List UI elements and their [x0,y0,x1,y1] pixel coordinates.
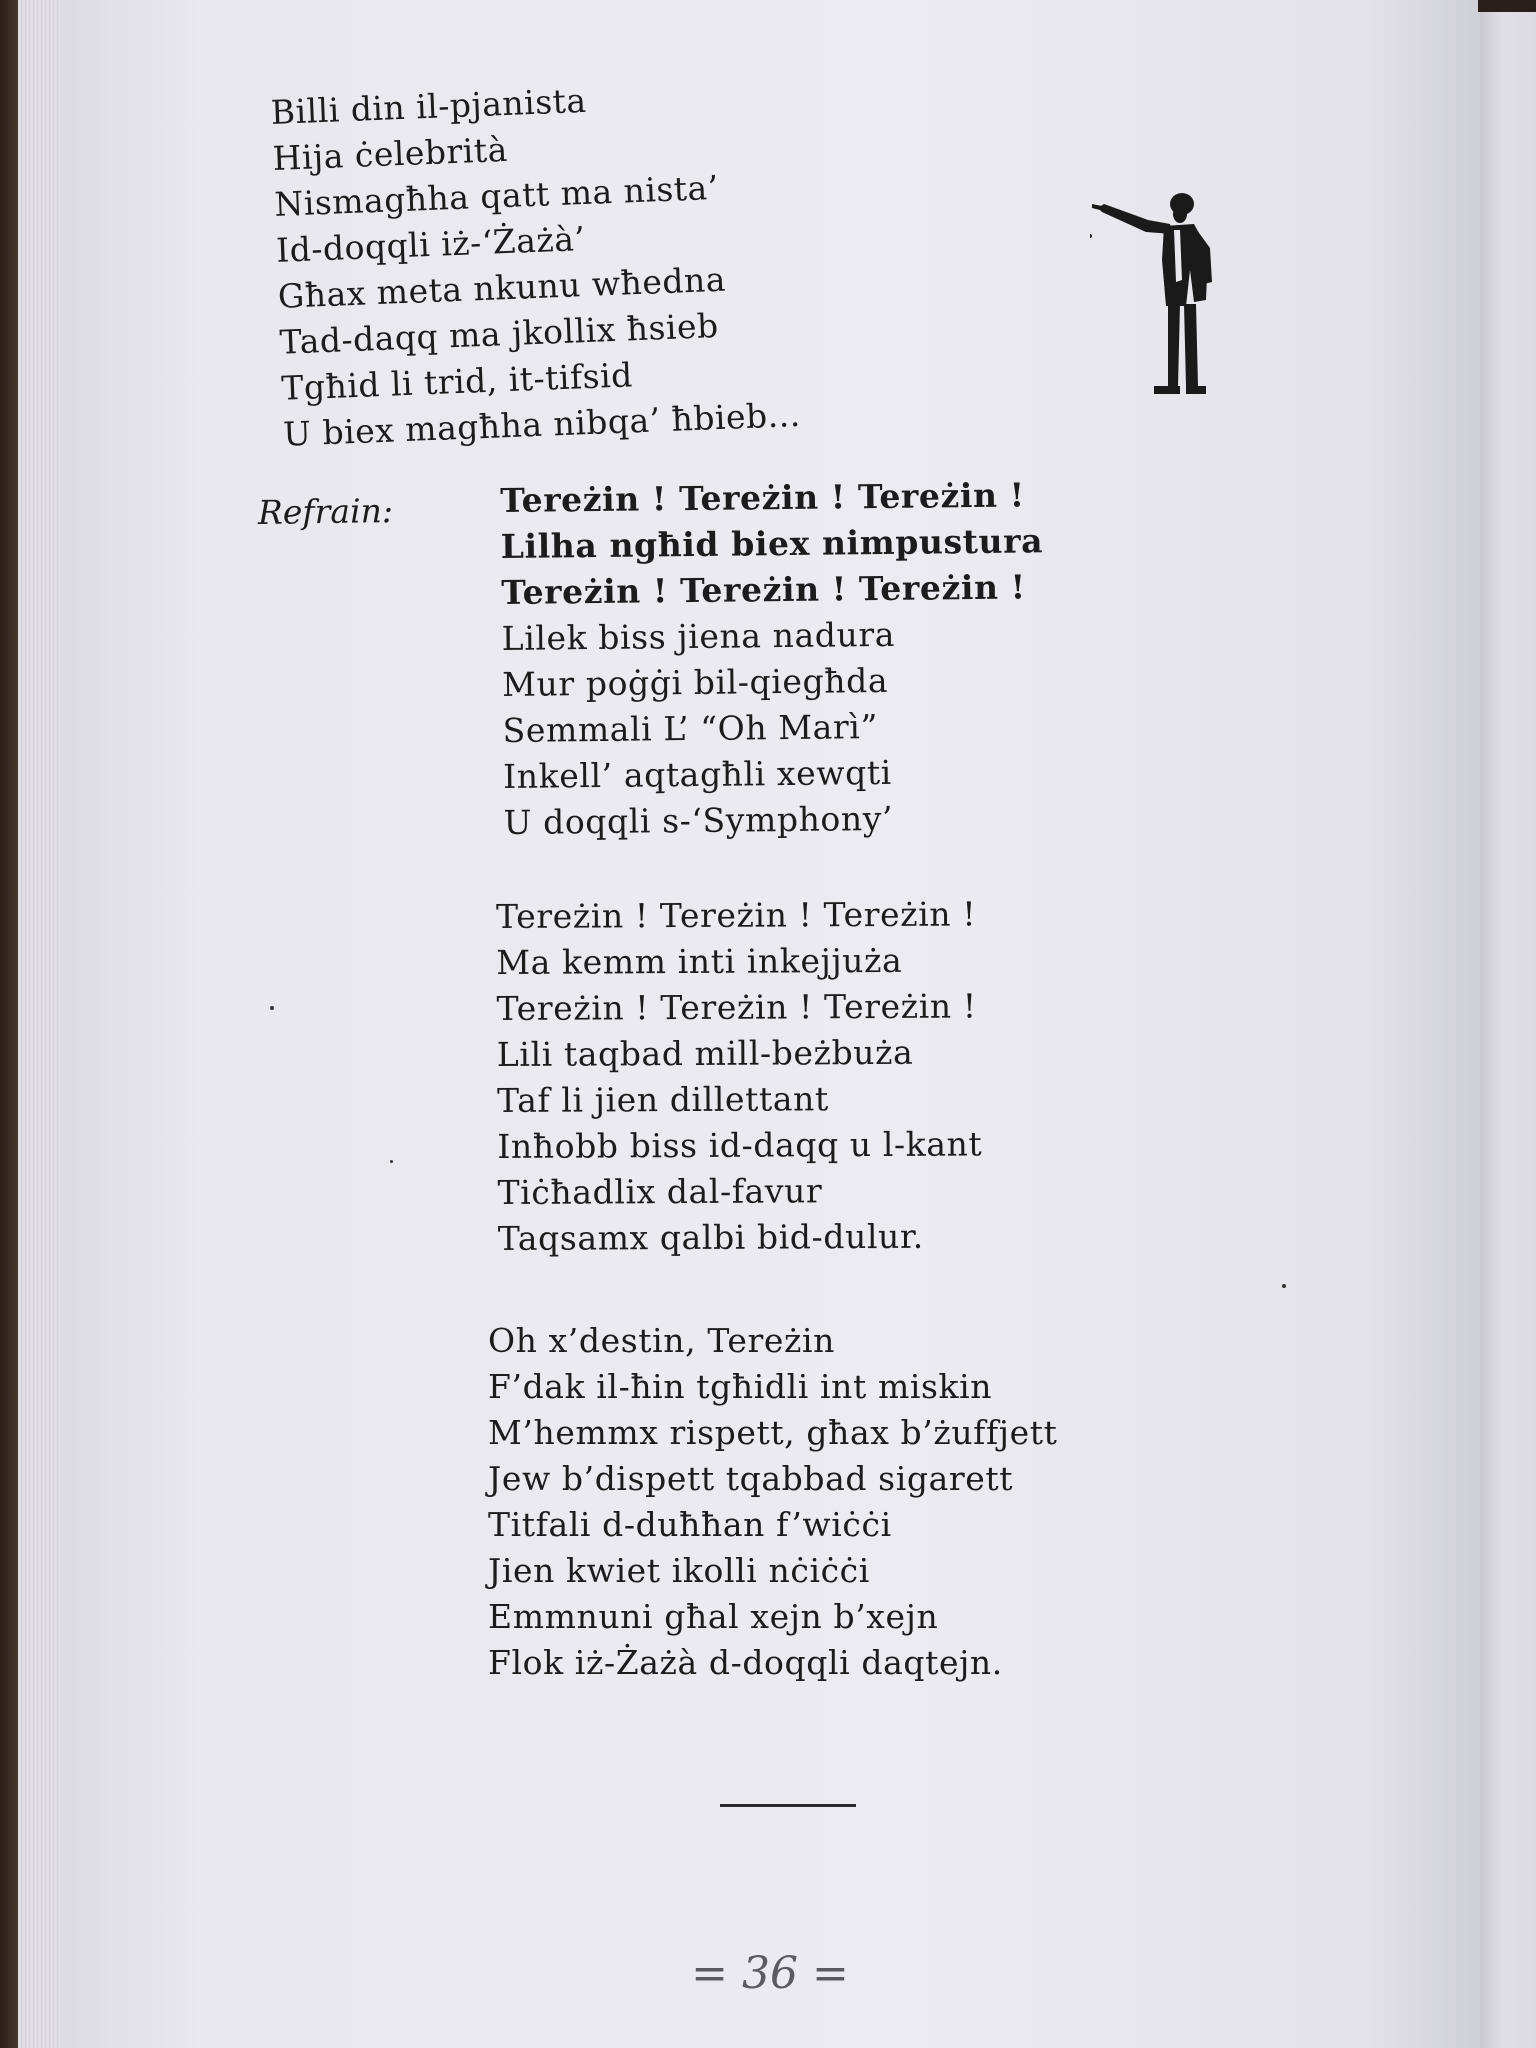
stanza3-line: F’dak il-ħin tgħidli int miskin [488,1367,993,1406]
intro-line: Għax meta nkunu wħedna [277,259,727,316]
refrain-label: Refrain: [257,491,394,532]
intro-line: Nismagħha qatt ma nista’ [273,167,720,224]
refrain-line: Inkell’ aqtagħli xewqti [502,752,893,796]
stanza3-line: Oh x’destin, Tereżin [488,1321,836,1360]
stanza3-line: Flok iż-Żażà d-doqqli daqtejn. [488,1643,1003,1682]
refrain-line: Tereżin ! Tereżin ! Tereżin ! [500,567,1026,612]
stanza2-line: Taqsamx qalbi bid-dulur. [497,1216,924,1258]
facing-page-edge [1480,0,1536,2048]
intro-line: U biex magħha nibqa’ ħbieb... [282,394,802,454]
intro-line: Billi din il-pjanista [270,80,588,132]
stanza2-line: Ma kemm inti inkejjuża [496,940,903,982]
paper-speck [270,1006,274,1010]
intro-line: Tad-daqq ma jkollix ħsieb [278,305,720,362]
intro-line: Hija ċelebrità [271,129,509,178]
section-divider [720,1804,856,1807]
background-corner [1478,0,1536,12]
stanza3-line: Titfali d-duħħan f’wiċċi [488,1505,892,1544]
page-number: = 36 = [691,1948,849,1999]
stanza2-line: Tiċħadlix dal-favur [497,1171,823,1212]
refrain-line: Mur poġġi bil-qiegħda [501,660,889,704]
stanza2-line: Tereżin ! Tereżin ! Tereżin ! [496,986,977,1028]
stanza3-line: Jien kwiet ikolli nċiċċi [488,1551,870,1590]
intro-line: Tgħid li trid, it-tifsid [280,355,634,408]
refrain-line: Semmali L’ “Oh Marì” [502,707,879,750]
third-stanza [488,1318,1057,1686]
intro-line: Id-doqqli iż-‘Żażà’ [275,219,587,270]
paper-speck [1282,1284,1286,1288]
refrain-line: Lilha ngħid biex nimpustura [500,521,1044,566]
stanza3-line: Jew b’dispett tqabbad sigarett [488,1459,1014,1498]
second-stanza [496,891,983,1262]
refrain-line: U doqqli s-‘Symphony’ [503,798,894,842]
stanza2-line: Inħobb biss id-daqq u l-kant [497,1124,983,1166]
intro-stanza [270,70,801,458]
stanza3-line: M’hemmx rispett, għax b’żuffjett [488,1413,1058,1452]
stanza3-line: Emmnuni għal xejn b’xejn [488,1597,939,1636]
stanza2-line: Taf li jien dillettant [496,1079,829,1120]
refrain-line: Tereżin ! Tereżin ! Tereżin ! [500,475,1025,520]
man-pointing-icon [1090,190,1230,420]
refrain-line: Lilek biss jiena nadura [501,614,896,658]
stanza2-line: Tereżin ! Tereżin ! Tereżin ! [496,894,977,936]
stanza2-line: Lili taqbad mill-beżbuża [496,1032,914,1074]
refrain-stanza [500,472,1046,846]
paper-speck [390,1160,393,1163]
